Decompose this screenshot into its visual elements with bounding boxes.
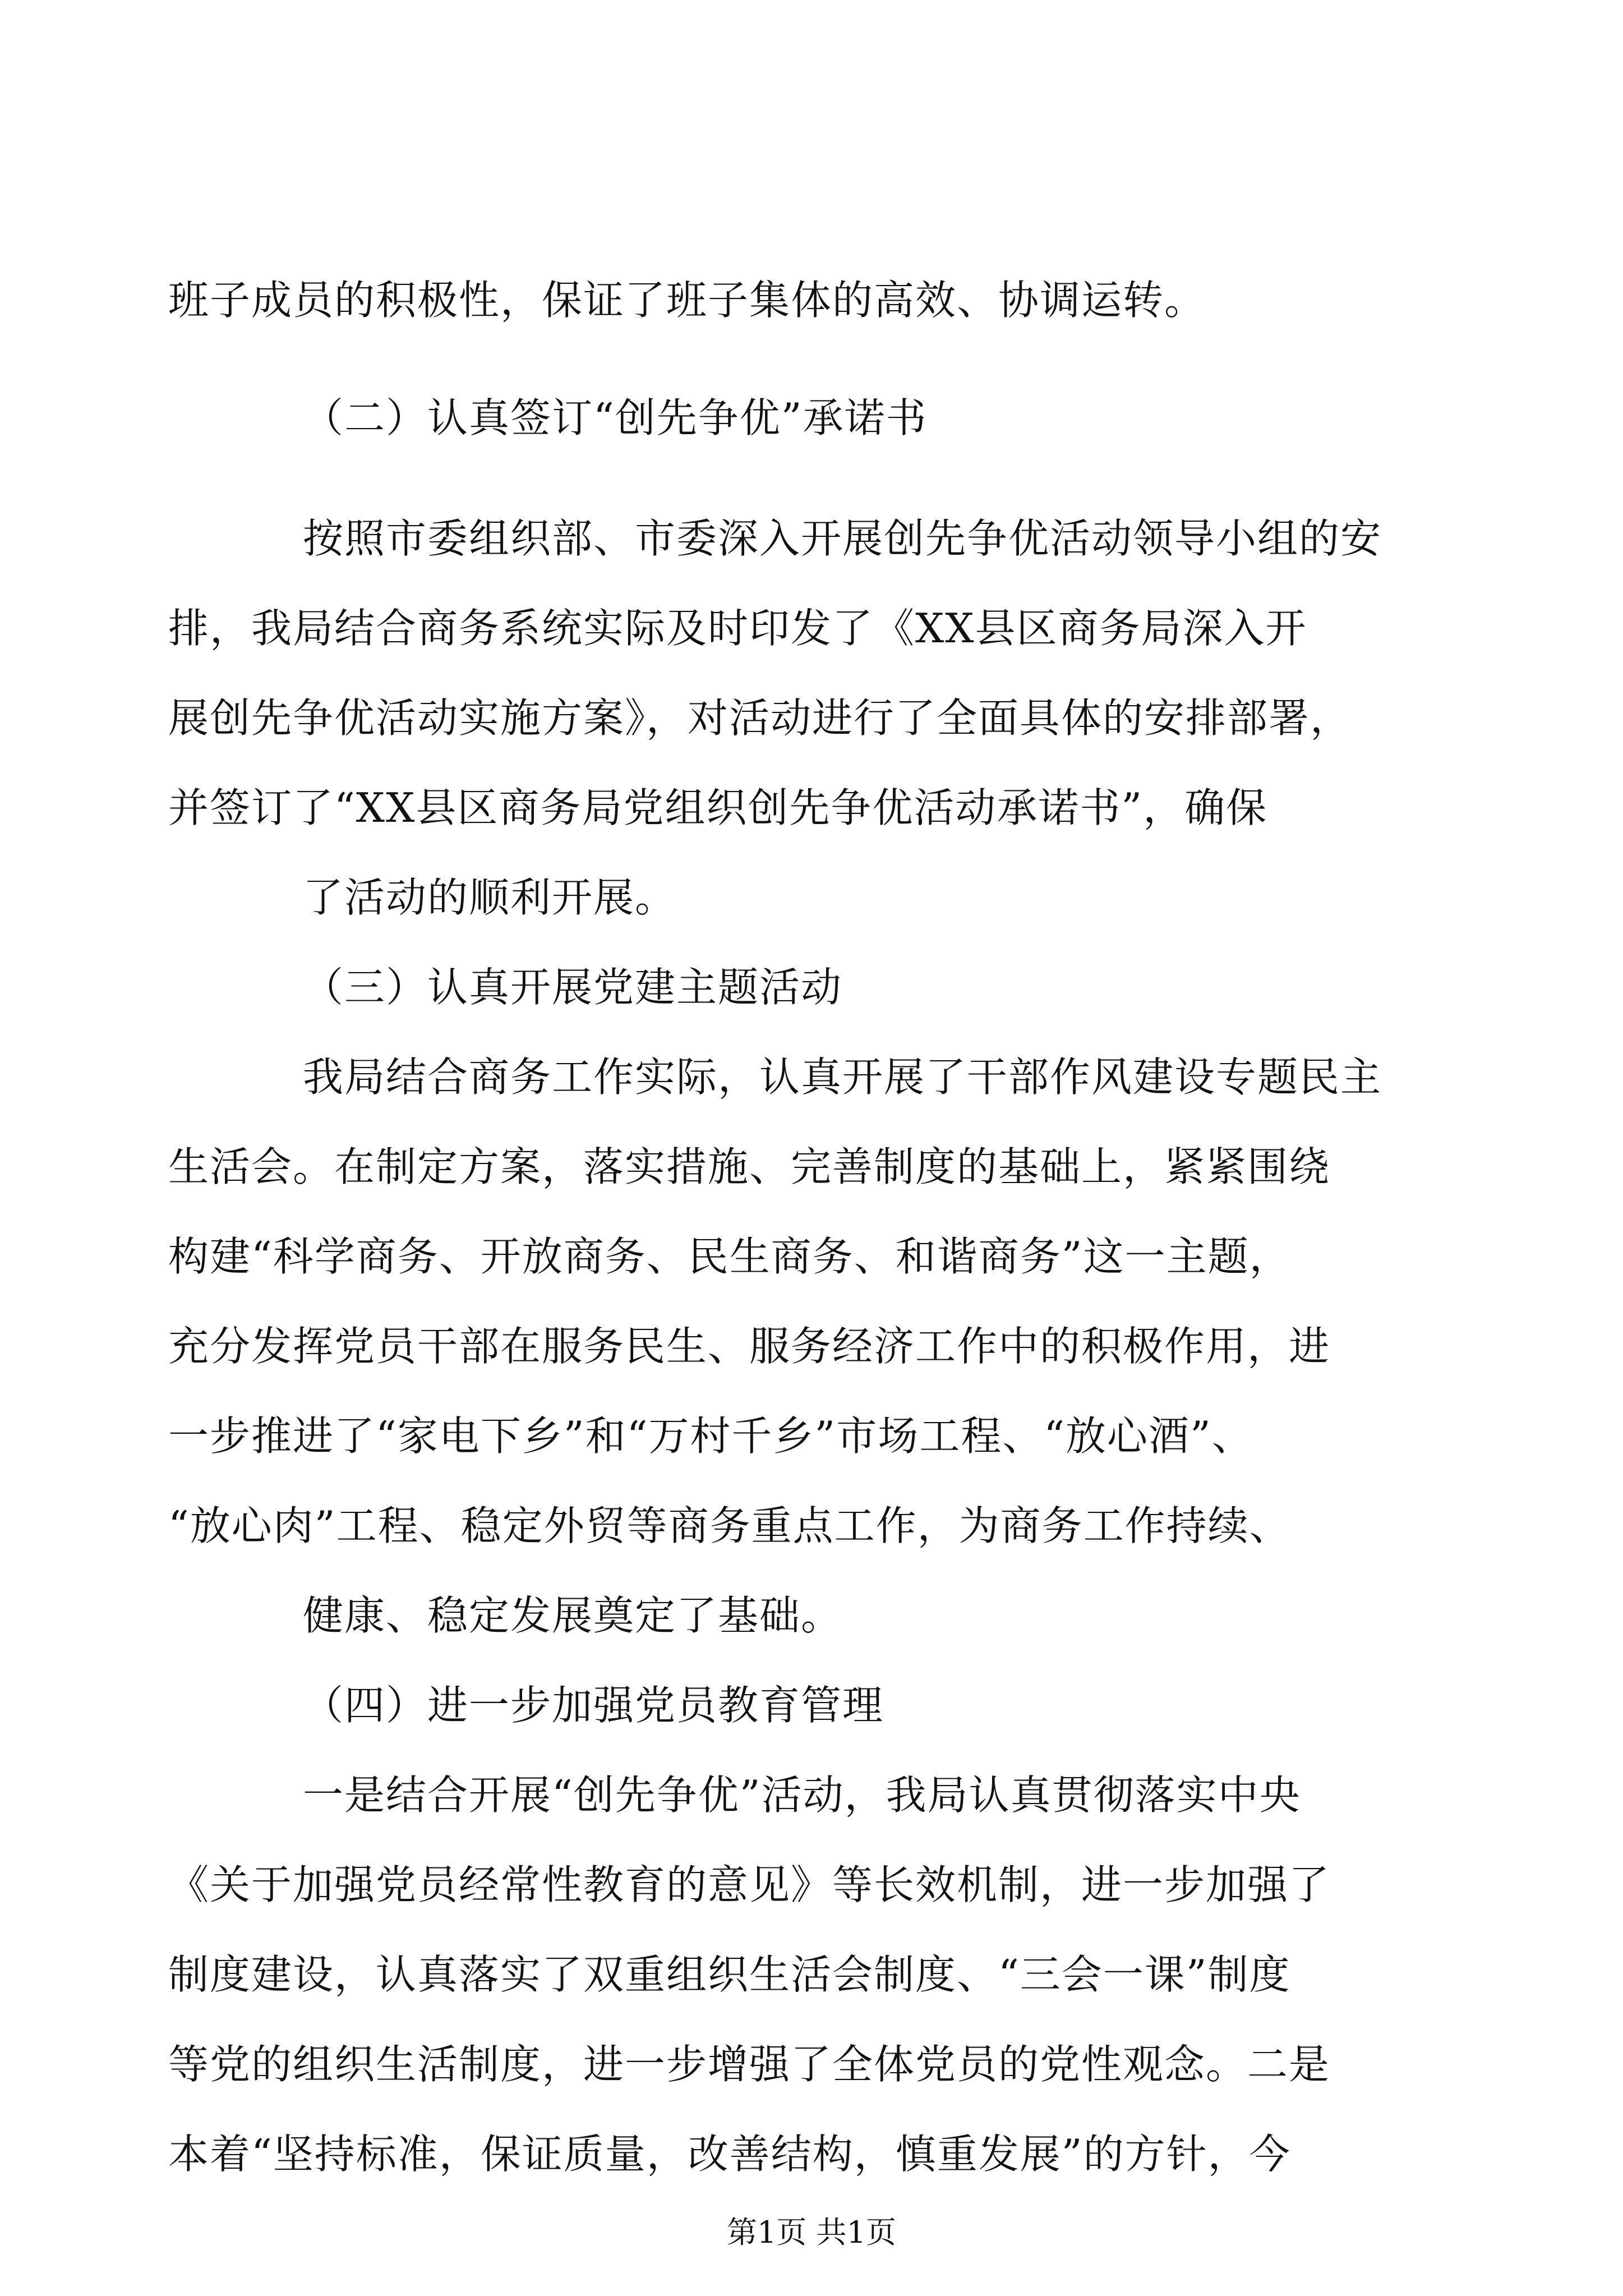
page-footer: 第1页 共1页 [727,2215,896,2250]
body-text-line: 一步推进了“家电下乡”和“万村千乡”市场工程、“放心酒”、 [168,1412,1253,1460]
body-text-line: 展创先争优活动实施方案》，对活动进行了全面具体的安排部署， [168,694,1352,742]
section-heading: （二）认真签订“创先争优”承诺书 [303,394,928,441]
body-text-line: 生活会。在制定方案，落实措施、完善制度的基础上，紧紧围绕 [168,1143,1331,1190]
body-text-line: 充分发挥党员干部在服务民生、服务经济工作中的积极作用，进 [168,1323,1331,1370]
body-text-line: 《关于加强党员经常性教育的意见》等长效机制，进一步加强了 [168,1861,1331,1908]
body-text-line: 构建“科学商务、开放商务、民生商务、和谐商务”这一主题， [168,1233,1291,1280]
body-text-line: 并签订了“XX县区商务局党组织创先争优活动承诺书”，确保 [168,784,1268,831]
body-text-line: 我局结合商务工作实际，认真开展了干部作风建设专题民主 [303,1053,1382,1101]
body-text-line: 了活动的顺利开展。 [303,874,677,921]
body-text-line: 班子成员的积极性，保证了班子集体的高效、协调运转。 [168,277,1206,324]
body-text-line: 按照市委组织部、市委深入开展创先争优活动领导小组的安 [303,515,1382,562]
body-text-line: 本着“坚持标准，保证质量，改善结构，慎重发展”的方针，今 [168,2131,1291,2178]
body-text-line: 等党的组织生活制度，进一步增强了全体党员的党性观念。二是 [168,2041,1331,2088]
body-text-line: 一是结合开展“创先争优”活动，我局认真贯彻落实中央 [303,1772,1301,1819]
body-text-line: 健康、稳定发展奠定了基础。 [303,1592,843,1639]
body-text-line: 排，我局结合商务系统实际及时印发了《XX县区商务局深入开 [168,605,1307,652]
body-text-line: “放心肉”工程、稳定外贸等商务重点工作，为商务工作持续、 [168,1502,1291,1549]
section-heading: （四）进一步加强党员教育管理 [303,1682,884,1729]
section-heading: （三）认真开展党建主题活动 [303,964,843,1011]
body-text-line: 制度建设，认真落实了双重组织生活会制度、“三会一课”制度 [168,1951,1291,1998]
